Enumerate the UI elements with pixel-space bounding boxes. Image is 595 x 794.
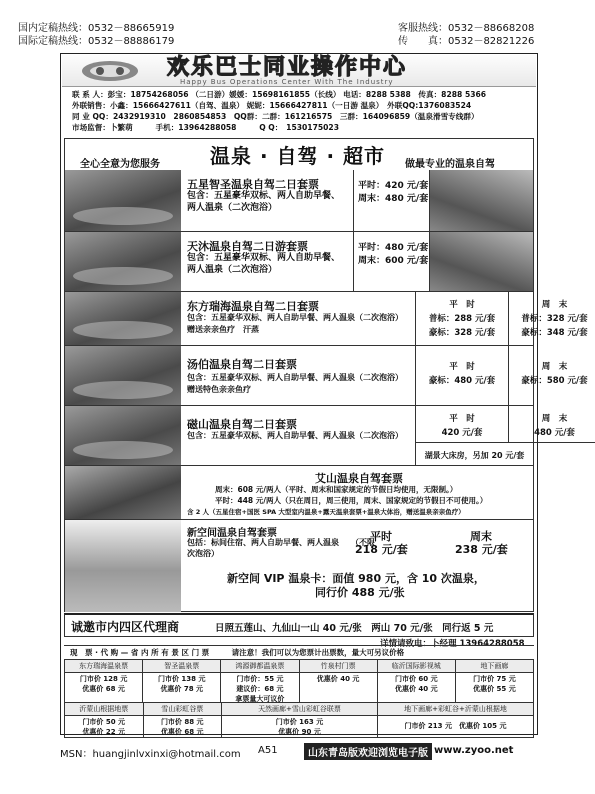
- package-title: 艾山温泉自驾套票: [315, 472, 403, 485]
- ticket-name: 智圣温泉票: [142, 660, 220, 672]
- price-line: 平时：448 元/两人（只在周日，周三使用，周末、国家规定的节假日不可使用。）: [215, 496, 488, 505]
- logo-band: [62, 55, 536, 87]
- price-line: 周末：600 元/套: [358, 256, 429, 266]
- package-title: 汤伯温泉自驾二日套票: [187, 358, 297, 371]
- agent-heading: 诚邀市内四区代理商: [71, 620, 180, 634]
- fax-text: 传 真：0532－82821226: [398, 36, 535, 47]
- contact-line: 市场监督：卜繁萌 手机：13964288058 Q Q： 1530175023: [72, 123, 339, 132]
- resort-photo: [65, 292, 181, 345]
- ticket-price: 门市价 88 元 优惠价 68 元: [143, 716, 222, 737]
- ticket-price: 门市价 128 元 优惠价 68 元: [79, 675, 128, 693]
- slogan-left: 全心全意为您服务: [80, 159, 160, 170]
- resort-photo: [65, 466, 181, 519]
- package-title: 新空间温泉自驾套票: [187, 528, 277, 539]
- price-label: 平 时: [449, 414, 475, 424]
- price-label: 周 末: [541, 362, 568, 372]
- website-link[interactable]: www.zyoo.net: [434, 745, 514, 756]
- resort-photo: [65, 406, 181, 465]
- weekday-label: 平时: [370, 530, 392, 543]
- contact-line: 外联销售：小鑫：15666427611（自驾、温泉） 妮妮：15666427811（一日游 温泉） 外联QQ:1376083524: [72, 101, 472, 110]
- ticket-name: 沂蒙山根据地票: [65, 703, 143, 715]
- package-title: 五星智圣温泉自驾二日套票: [187, 178, 319, 191]
- ticket-name: 东方瑞海温泉票: [65, 660, 142, 672]
- weekday-prices: [416, 406, 508, 443]
- ticket-price: 门市价 213 元 优惠价 105 元: [377, 716, 533, 737]
- ticket-price: 门市价 50 元 优惠价 22 元: [82, 718, 126, 736]
- ticket-name: 鸿源御都温泉票: [220, 660, 298, 672]
- package-title: 东方瑞海温泉自驾二日套票: [187, 300, 319, 313]
- price-line: 420 元/套: [441, 428, 483, 438]
- package-includes: 包含：五星豪华双标、两人自助早餐、两人温泉（二次泡浴）: [187, 253, 341, 275]
- price-label: 周 末: [541, 414, 568, 424]
- package-cishan: [64, 406, 575, 466]
- customer-hotline-text: 客服热线：0532－88668208: [398, 23, 535, 34]
- tickets-header: [64, 645, 534, 659]
- agent-ticket-price: 日照五莲山、九仙山一山 40 元/张 两山 70 元/张 同行返 5 元: [215, 623, 494, 634]
- ticket-price: 门市价 60 元 优惠价 40 元: [377, 673, 455, 702]
- edition-tag: 山东青岛版欢迎浏览电子版: [304, 743, 432, 760]
- price-line: 周末：480 元/套: [358, 194, 429, 204]
- contact-line: 联 系 人：彭宝：18754268056 （二日游）媛媛：15698161855（长线） 电话：8288 5388 传真：8288 5366: [72, 90, 487, 99]
- logo-chinese: 欢乐巴士同业操作中心: [167, 55, 408, 80]
- package-xinkongjian: [64, 520, 534, 612]
- package-zhisheng: [64, 170, 534, 232]
- price-label: 平 时: [449, 362, 475, 372]
- weekday-prices: [416, 346, 508, 405]
- logo-english: Happy Bus Operations Center With The Industry: [180, 78, 394, 86]
- ticket-name: 竹泉村门票: [299, 660, 377, 672]
- weekend-price: 238 元/套: [455, 543, 508, 556]
- ticket-price: 门市价 75 元 优惠价 55 元: [455, 673, 533, 702]
- resort-photo: [429, 232, 533, 291]
- package-includes: 包含：五星豪华双标、两人自助早餐、两人温泉（二次泡浴）: [187, 431, 403, 440]
- price-line: 豪标：328 元/套: [428, 328, 496, 338]
- ticket-name: 地下画廊+彩虹谷+沂蒙山根据地: [377, 703, 533, 715]
- contact-block: [72, 89, 530, 133]
- resort-photo: [65, 346, 181, 405]
- price-line: 普标：328 元/套: [521, 314, 588, 324]
- package-includes: 包含：五星豪华双标、两人自助早餐、两人温泉（二次泡浴）: [187, 191, 341, 213]
- price-line: 平时：420 元/套: [358, 181, 429, 191]
- package-tangbo: [64, 346, 588, 406]
- ticket-name: 天然画廊+雪山彩虹谷联票: [221, 703, 377, 715]
- price-label: 平 时: [449, 300, 475, 310]
- domestic-hotline-text: 国内定稿热线：0532－88665919: [18, 23, 175, 34]
- table-row: [65, 702, 533, 715]
- domestic-hotline: [18, 22, 174, 48]
- price-grid: [415, 406, 575, 465]
- ticket-name: 雪山彩虹谷票: [143, 703, 222, 715]
- msn-contact[interactable]: MSN：huangjinlvxinxi@hotmail.com: [60, 749, 241, 760]
- vip-card-price: 同行价 488 元/张: [315, 586, 405, 599]
- weekend-prices: [508, 406, 595, 443]
- price-line: 普标：288 元/套: [428, 314, 496, 324]
- price-label: 周 末: [541, 300, 568, 310]
- table-row: [65, 660, 533, 672]
- price-line: 平时：480 元/套: [358, 243, 429, 253]
- room-note: 湖景大床房，另加 20 元/套: [424, 451, 525, 460]
- resort-photo: [65, 520, 181, 612]
- package-includes: 包含：五星豪华双标、两人自助早餐、两人温泉（二次泡浴）赠送亲亲鱼疗 汗蒸: [187, 313, 403, 334]
- ticket-table: [64, 659, 534, 738]
- package-prices: [353, 232, 431, 291]
- ticket-name: 临沂国际影视城: [377, 660, 455, 672]
- package-title: 天沐温泉自驾二日游套票: [187, 240, 308, 253]
- weekend-label: 周末: [470, 530, 492, 543]
- weekday-prices: [416, 292, 508, 345]
- price-line: 豪标：480 元/套: [428, 376, 496, 386]
- ticket-price: 门市价 163 元 优惠价 90 元: [221, 716, 377, 737]
- page-number: A51: [258, 745, 278, 756]
- resort-photo: [65, 232, 181, 291]
- agent-recruit: [64, 613, 534, 637]
- international-hotline-text: 国际定稿热线：0532－88886179: [18, 36, 175, 47]
- price-line: 豪标：348 元/套: [521, 328, 588, 338]
- resort-photo: [65, 170, 181, 231]
- weekend-prices: [508, 346, 595, 405]
- price-grid: [415, 346, 588, 405]
- ticket-name: 地下画廊: [455, 660, 533, 672]
- package-prices: [353, 170, 431, 231]
- package-aishan: [64, 466, 534, 520]
- package-includes: 含 2 人（五星住宿+国医 SPA 大型室内温泉+露天温泉套票+温泉大体浴，赠送温泉亲亲鱼疗）: [187, 508, 465, 516]
- table-row: [65, 672, 533, 702]
- ticket-price: 门市价：55 元 建议价：68 元 拿票量大可议价: [220, 673, 298, 702]
- resort-photo: [429, 170, 533, 231]
- package-tianmu: [64, 232, 534, 292]
- weekend-prices: [508, 292, 595, 345]
- ticket-price: 优惠价 40 元: [299, 673, 377, 702]
- price-line: 周末：608 元/两人（平时、周末和国家规定的节假日均使用，无限制。）: [215, 485, 458, 494]
- slogan-right: 做最专业的温泉自驾: [405, 159, 495, 170]
- package-includes: 包含：五星豪华双标、两人自助早餐、两人温泉（二次泡浴）赠送特色亲亲鱼疗: [187, 373, 403, 394]
- table-row: [65, 715, 533, 737]
- agent-contact: 详情请致电：卜经理 13964288058: [380, 639, 525, 649]
- price-line: 480 元/套: [534, 428, 575, 438]
- slogan-title: 温泉 · 自驾 · 超市: [210, 144, 386, 168]
- price-grid: [415, 292, 588, 345]
- weekday-price: 218 元/套: [355, 543, 408, 556]
- package-dongfangruihai: [64, 292, 588, 346]
- contact-line: 同 业 QQ：2432919310 2860854853 QQ群：二群：161216575 三群：164096859（温泉滑雪专线群）: [72, 112, 479, 121]
- price-line: 豪标：580 元/套: [521, 376, 588, 386]
- tickets-header-text: 现 票 · 代 购 — 省 内 所 有 景 区 门 票 请注意！我们可以为您票计出票数，量大可另议价格: [70, 648, 405, 657]
- package-title: 磁山温泉自驾二日套票: [187, 418, 297, 431]
- package-includes: 包括：标间住宿、两人自助早餐、两人温泉 （不限次泡浴）: [187, 538, 375, 558]
- customer-hotline: [398, 22, 534, 48]
- vip-card-line: 新空间 VIP 温泉卡：面值 980 元，含 10 次温泉，: [227, 572, 485, 585]
- ticket-price: 门市价 138 元 优惠价 78 元: [142, 673, 220, 702]
- bus-logo-icon: [80, 59, 140, 83]
